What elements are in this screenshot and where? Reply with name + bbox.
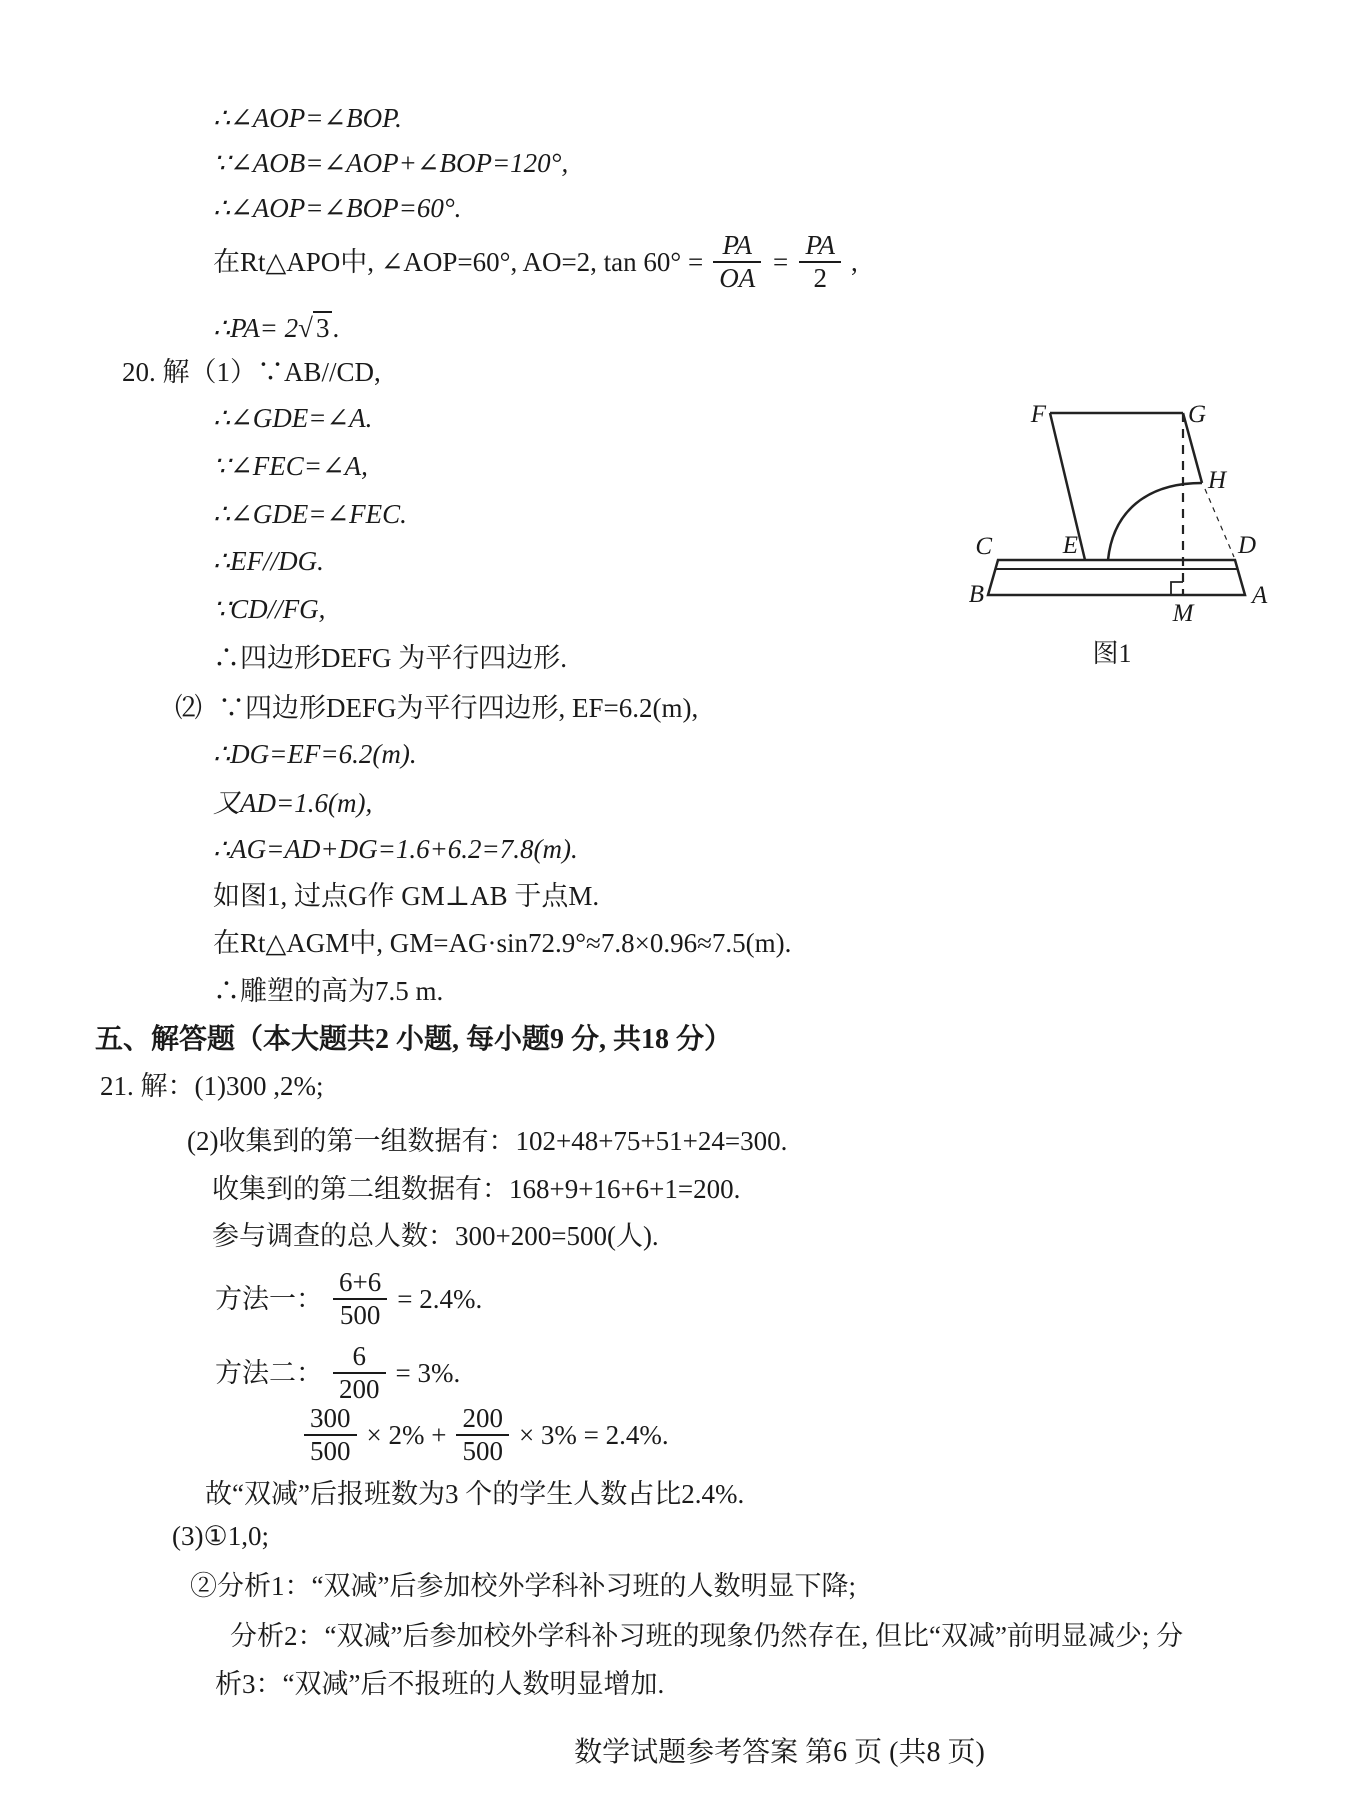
fraction-12-500	[333, 1267, 387, 1331]
arc-to-h	[1108, 483, 1202, 560]
proof-line-pa-result	[213, 308, 339, 348]
problem20-heading: 20. 解（1）∵AB//CD,	[122, 357, 381, 387]
proof-line-angle-60: ∴∠AOP=∠BOP=60°.	[213, 193, 462, 223]
fraction-300-500	[304, 1403, 357, 1467]
proof-line-angle-sum: ∵∠AOB=∠AOP+∠BOP=120°,	[213, 148, 569, 178]
proof-line-gm-sin: 在Rt△AGM中, GM=AG·sin72.9°≈7.8×0.96≈7.5(m).	[213, 928, 792, 958]
point-label-d: D	[1238, 532, 1257, 559]
pedestal-outline	[988, 560, 1245, 595]
page-footer: 数学试题参考答案 第6 页 (共8 页)	[574, 1737, 985, 1768]
proof-line-gm-perp: 如图1, 过点G作 GM⊥AB 于点M.	[213, 881, 600, 911]
proof-line-dg-ef: ∴DG=EF=6.2(m).	[213, 739, 417, 769]
problem20-part2-line	[175, 688, 698, 728]
point-label-c: C	[975, 533, 992, 560]
fraction-denominator: 500	[310, 1436, 351, 1466]
proof-line-ef-dg: ∴EF//DG.	[213, 546, 324, 576]
weighted-mid: × 2% +	[366, 1420, 447, 1450]
fraction-denominator: 500	[339, 1300, 381, 1330]
p21-method1-line	[215, 1262, 482, 1336]
proof-line-parallelogram: ∴四边形DEFG 为平行四边形.	[213, 643, 568, 673]
point-label-m: M	[1172, 600, 1194, 627]
problem21-heading: 21. 解：(1)300 ,2%;	[100, 1071, 324, 1101]
part2-text: ∵四边形DEFG为平行四边形, EF=6.2(m),	[218, 693, 699, 723]
p21-line-group2: 收集到的第二组数据有：168+9+16+6+1=200.	[212, 1174, 741, 1204]
radical-sign: √	[298, 313, 313, 343]
fraction-200-500	[456, 1403, 509, 1467]
proof-line-gde-fec: ∴∠GDE=∠FEC.	[213, 499, 407, 529]
p21-line-total: 参与调查的总人数：300+200=500(人).	[212, 1221, 659, 1251]
proof-line-fec-a: ∵∠FEC=∠A,	[213, 451, 368, 481]
tangent-prefix: 在Rt△APO中, ∠AOP=60°, AO=2, tan 60° =	[213, 247, 704, 277]
method1-label: 方法一：	[215, 1284, 323, 1314]
figure-caption: 图1	[1092, 639, 1132, 668]
proof-line-tangent	[213, 222, 858, 302]
tangent-suffix: ,	[850, 247, 858, 277]
fraction-6-200	[333, 1341, 386, 1405]
proof-line-ad-16: 又AD=1.6(m),	[213, 788, 373, 818]
fraction-denominator: 200	[339, 1374, 380, 1404]
proof-line-ag-sum: ∴AG=AD+DG=1.6+6.2=7.8(m).	[213, 834, 578, 864]
p21-weighted-average-line	[300, 1400, 669, 1470]
proof-line-cd-fg: ∵CD//FG,	[213, 594, 326, 624]
method1-result: = 2.4%.	[397, 1284, 483, 1314]
p21-line-group1: (2)收集到的第一组数据有：102+48+75+51+24=300.	[187, 1126, 788, 1156]
point-label-g: G	[1188, 401, 1207, 428]
equals-sign: =	[771, 247, 790, 277]
fraction-numerator: PA	[713, 230, 761, 263]
part2-marker: ⑵	[175, 693, 202, 723]
point-label-f: F	[1030, 401, 1046, 428]
fraction-pa-2	[799, 230, 841, 294]
point-label-b: B	[968, 581, 984, 608]
fraction-denominator: 500	[462, 1436, 503, 1466]
fraction-numerator: PA	[799, 230, 841, 263]
p21-analysis2: 分析2：“双减”后参加校外学科补习班的现象仍然存在, 但比“双减”前明显减少; 分	[230, 1621, 1184, 1651]
fraction-numerator: 200	[456, 1403, 509, 1436]
right-angle-mark	[1171, 582, 1183, 595]
proof-line-gde-a: ∴∠GDE=∠A.	[213, 403, 373, 433]
point-label-a: A	[1252, 582, 1268, 609]
proof-line-sculpture: ∴雕塑的高为7.5 m.	[213, 976, 444, 1006]
p21-conclusion-line: 故“双减”后报班数为3 个的学生人数占比2.4%.	[205, 1479, 745, 1509]
p21-analysis3: 析3：“双减”后不报班的人数明显增加.	[215, 1669, 665, 1699]
point-label-e: E	[1062, 532, 1078, 559]
fraction-numerator: 300	[304, 1403, 357, 1436]
method2-label: 方法二：	[215, 1358, 323, 1388]
fraction-denominator: OA	[719, 263, 756, 293]
method2-result: = 3%.	[395, 1358, 461, 1388]
p21-part3-answers: (3)①1,0;	[172, 1521, 269, 1551]
proof-line-angle-equal: ∴∠AOP=∠BOP.	[213, 103, 402, 133]
p21-analysis1: ②分析1：“双减”后参加校外学科补习班的人数明显下降;	[190, 1571, 856, 1601]
section5-heading: 五、解答题（本大题共2 小题, 每小题9 分, 共18 分）	[95, 1024, 733, 1055]
fraction-pa-oa	[713, 230, 761, 294]
fraction-denominator: 2	[813, 263, 827, 293]
point-label-h: H	[1208, 467, 1227, 494]
weighted-result: × 3% = 2.4%.	[518, 1420, 669, 1450]
figure-1-diagram	[950, 390, 1270, 675]
dashed-hd	[1205, 489, 1234, 557]
fraction-numerator: 6+6	[333, 1267, 387, 1300]
p21-method2-line	[215, 1336, 460, 1410]
fraction-numerator: 6	[333, 1341, 386, 1374]
sqrt-prefix: ∴PA= 2	[213, 313, 299, 343]
sqrt-suffix: .	[332, 313, 340, 343]
radicand: 3	[313, 311, 333, 343]
